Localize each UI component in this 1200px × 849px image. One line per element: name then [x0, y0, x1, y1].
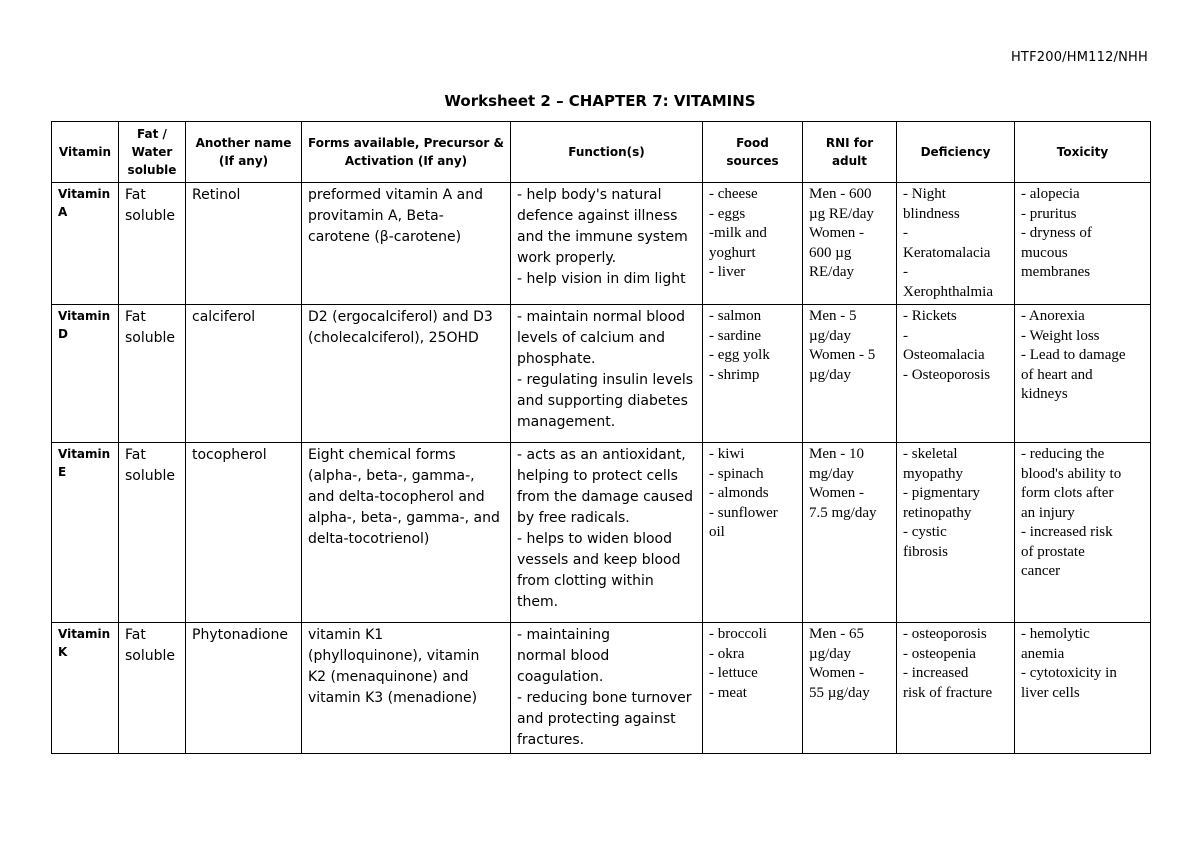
column-header-rni	[803, 122, 897, 183]
cell-line: Fat /	[137, 127, 167, 141]
vitamin-name-cell	[52, 623, 119, 754]
table-header	[52, 122, 1151, 183]
toxicity-cell	[1015, 623, 1151, 754]
cell-line: fibrosis	[903, 543, 948, 560]
cell-line: - okra	[709, 645, 745, 662]
solubility-cell	[119, 183, 186, 305]
cell-line: tocopherol	[192, 447, 267, 463]
toxicity-cell	[1015, 183, 1151, 305]
cell-line: - cystic	[903, 524, 947, 540]
cell-line: Deficiency	[920, 145, 991, 159]
cell-line: - liver	[709, 264, 746, 280]
cell-line: kidneys	[1021, 386, 1068, 402]
cell-line: carotene (β-carotene)	[308, 229, 462, 245]
cell-line: retinopathy	[903, 504, 972, 521]
cell-line: levels of calcium and	[517, 330, 666, 346]
rni-cell	[803, 623, 897, 754]
cell-line: RNI for	[825, 136, 874, 150]
cell-line: (phylloquinone), vitamin	[308, 648, 480, 664]
cell-line: provitamin A, Beta-	[308, 208, 444, 224]
cell-line: -	[903, 327, 908, 344]
cell-line: - dryness of	[1021, 225, 1092, 241]
cell-line: oil	[709, 524, 725, 540]
food-sources-cell	[703, 183, 803, 305]
cell-line: -	[903, 225, 908, 241]
cell-line: - helps to widen blood	[517, 531, 672, 547]
cell-line: membranes	[1021, 264, 1091, 280]
cell-line: Toxicity	[1056, 145, 1109, 159]
deficiency-cell	[897, 623, 1015, 754]
vitamins-table	[51, 121, 1151, 754]
cell-line: from clotting within	[517, 573, 654, 589]
food-sources-cell	[703, 305, 803, 443]
cell-line: Women - 5	[809, 347, 876, 363]
table-row	[52, 305, 1151, 443]
cell-line: - reducing bone turnover	[517, 690, 692, 706]
cell-line: (alpha-, beta-, gamma-,	[308, 468, 475, 484]
cell-line: D	[58, 327, 68, 341]
toxicity-cell	[1015, 305, 1151, 443]
cell-line: from the damage caused	[517, 489, 694, 505]
column-header-vitamin	[52, 122, 119, 183]
food-sources-cell	[703, 443, 803, 623]
cell-line: µg/day	[809, 366, 851, 383]
vitamin-name-cell	[52, 305, 119, 443]
rni-cell	[803, 305, 897, 443]
cell-line: Men - 65	[809, 626, 864, 642]
cell-line: µg/day	[809, 645, 851, 662]
cell-line: and protecting against	[517, 711, 676, 727]
cell-line: A	[58, 205, 68, 219]
rni-cell	[803, 443, 897, 623]
cell-line: - almonds	[709, 485, 769, 501]
column-header-food-sources	[703, 122, 803, 183]
cell-line: - sunflower	[709, 504, 778, 521]
cell-line: - sardine	[709, 327, 762, 344]
cell-line: Xerophthalmia	[903, 283, 993, 300]
cell-line: Food	[736, 136, 769, 150]
cell-line: form clots after	[1021, 485, 1114, 501]
cell-line: mucous	[1021, 244, 1068, 261]
cell-line: Keratomalacia	[903, 244, 991, 261]
cell-line: vitamin K3 (menadione)	[308, 690, 478, 706]
cell-line: blindness	[903, 205, 960, 222]
cell-line: alpha-, beta-, gamma-, and	[308, 510, 500, 526]
cell-line: -	[903, 264, 908, 280]
cell-line: Eight chemical forms	[308, 447, 456, 463]
cell-line: Vitamin	[58, 145, 112, 159]
cell-line: adult	[831, 154, 868, 168]
cell-line: - spinach	[709, 465, 764, 482]
cell-line: - Night	[903, 186, 946, 202]
cell-line: - osteopenia	[903, 645, 976, 662]
cell-line: D2 (ergocalciferol) and D3	[308, 309, 493, 325]
cell-line: - maintaining	[517, 627, 610, 643]
cell-line: - reducing the	[1021, 446, 1105, 462]
forms-cell	[302, 183, 511, 305]
cell-line: Fat	[125, 627, 146, 643]
cell-line: - alopecia	[1021, 186, 1080, 202]
cell-line: and delta-tocopherol and	[308, 489, 485, 505]
table-row	[52, 443, 1151, 623]
cell-line: blood's ability to	[1021, 465, 1122, 482]
cell-line: - help body's natural	[517, 187, 662, 203]
cell-line: management.	[517, 414, 616, 430]
cell-line: Retinol	[192, 187, 241, 203]
solubility-cell	[119, 443, 186, 623]
header-row	[52, 122, 1151, 183]
cell-line: - osteoporosis	[903, 626, 987, 642]
forms-cell	[302, 443, 511, 623]
cell-line: - maintain normal blood	[517, 309, 686, 325]
cell-line: - broccoli	[709, 626, 767, 642]
cell-line: K2 (menaquinone) and	[308, 669, 469, 685]
cell-line: - lettuce	[709, 665, 758, 681]
cell-line: sources	[726, 154, 779, 168]
page-title: Worksheet 2 – CHAPTER 7: VITAMINS	[444, 92, 756, 110]
cell-line: Another name	[195, 136, 292, 150]
cell-line: - Rickets	[903, 308, 957, 324]
cell-line: Women -	[809, 485, 865, 501]
cell-line: Vitamin	[58, 309, 111, 323]
cell-line: anemia	[1021, 645, 1065, 662]
cell-line: soluble	[127, 163, 177, 177]
cell-line: soluble	[125, 648, 176, 664]
cell-line: calciferol	[192, 309, 256, 325]
another-name-cell	[186, 623, 302, 754]
table-body	[52, 183, 1151, 754]
cell-line: (cholecalciferol), 25OHD	[308, 330, 479, 346]
forms-cell	[302, 305, 511, 443]
cell-line: mg/day	[809, 465, 854, 482]
cell-line: of prostate	[1021, 543, 1085, 560]
cell-line: - pruritus	[1021, 205, 1077, 222]
column-header-forms	[302, 122, 511, 183]
cell-line: preformed vitamin A and	[308, 187, 483, 203]
cell-line: Fat	[125, 447, 146, 463]
cell-line: Men - 5	[809, 308, 857, 324]
cell-line: - skeletal	[903, 446, 958, 462]
cell-line: - Anorexia	[1021, 308, 1085, 324]
functions-cell	[511, 623, 703, 754]
cell-line: - hemolytic	[1021, 626, 1090, 642]
cell-line: vitamin K1	[308, 627, 384, 643]
cell-line: soluble	[125, 208, 176, 224]
cell-line: - increased	[903, 665, 969, 681]
cell-line: 55 µg/day	[809, 684, 870, 701]
column-header-solubility	[119, 122, 186, 183]
cell-line: - pigmentary	[903, 485, 981, 501]
cell-line: - cheese	[709, 186, 758, 202]
cell-line: -milk and	[709, 225, 767, 241]
cell-line: - kiwi	[709, 446, 745, 462]
another-name-cell	[186, 305, 302, 443]
cell-line: coagulation.	[517, 669, 604, 685]
cell-line: RE/day	[809, 264, 854, 280]
cell-line: - Osteoporosis	[903, 366, 991, 383]
functions-cell	[511, 305, 703, 443]
cell-line: and supporting diabetes	[517, 393, 688, 409]
cell-line: - shrimp	[709, 366, 760, 383]
cell-line: - cytotoxicity in	[1021, 665, 1117, 681]
cell-line: µg/day	[809, 327, 851, 344]
cell-line: myopathy	[903, 465, 963, 482]
column-header-functions	[511, 122, 703, 183]
cell-line: 7.5 mg/day	[809, 504, 877, 521]
cell-line: delta-tocotrienol)	[308, 531, 430, 547]
cell-line: by free radicals.	[517, 510, 630, 526]
cell-line: soluble	[125, 468, 176, 484]
cell-line: µg RE/day	[809, 205, 874, 222]
table-row	[52, 623, 1151, 754]
forms-cell	[302, 623, 511, 754]
solubility-cell	[119, 623, 186, 754]
vitamin-name-cell	[52, 183, 119, 305]
cell-line: work properly.	[517, 250, 617, 266]
cell-line: - egg yolk	[709, 347, 770, 363]
cell-line: risk of fracture	[903, 684, 993, 701]
cell-line: Function(s)	[568, 145, 645, 159]
cell-line: an injury	[1021, 504, 1075, 521]
cell-line: Vitamin	[58, 187, 111, 201]
cell-line: Men - 600	[809, 186, 872, 202]
cell-line: (If any)	[218, 154, 269, 168]
cell-line: - meat	[709, 684, 747, 701]
cell-line: - salmon	[709, 308, 762, 324]
column-header-another-name	[186, 122, 302, 183]
column-header-deficiency	[897, 122, 1015, 183]
cell-line: Osteomalacia	[903, 347, 985, 363]
cell-line: E	[58, 465, 67, 479]
document-code: HTF200/HM112/NHH	[1010, 50, 1148, 65]
cell-line: cancer	[1021, 563, 1061, 579]
cell-line: - eggs	[709, 205, 746, 222]
cell-line: liver cells	[1021, 684, 1080, 701]
cell-line: yoghurt	[709, 244, 756, 261]
vitamin-name-cell	[52, 443, 119, 623]
functions-cell	[511, 443, 703, 623]
cell-line: Forms available, Precursor &	[308, 136, 504, 150]
cell-line: vessels and keep blood	[517, 552, 681, 568]
cell-line: Men - 10	[809, 446, 864, 462]
cell-line: - regulating insulin levels	[517, 372, 693, 388]
cell-line: Fat	[125, 187, 146, 203]
cell-line: 600 µg	[809, 244, 852, 261]
cell-line: defence against illness	[517, 208, 678, 224]
cell-line: of heart and	[1021, 366, 1093, 383]
cell-line: Activation (If any)	[344, 154, 468, 168]
cell-line: - Lead to damage	[1021, 347, 1126, 363]
cell-line: fractures.	[517, 732, 585, 748]
cell-line: Phytonadione	[192, 627, 288, 643]
cell-line: them.	[517, 594, 559, 610]
cell-line: Water	[131, 145, 173, 159]
food-sources-cell	[703, 623, 803, 754]
cell-line: Women -	[809, 225, 865, 241]
cell-line: K	[58, 645, 68, 659]
cell-line: - help vision in dim light	[517, 271, 686, 287]
cell-line: and the immune system	[517, 229, 688, 245]
deficiency-cell	[897, 443, 1015, 623]
functions-cell	[511, 183, 703, 305]
column-header-toxicity	[1015, 122, 1151, 183]
cell-line: soluble	[125, 330, 176, 346]
deficiency-cell	[897, 183, 1015, 305]
cell-line: normal blood	[517, 648, 610, 664]
rni-cell	[803, 183, 897, 305]
solubility-cell	[119, 305, 186, 443]
cell-line: Vitamin	[58, 447, 111, 461]
cell-line: Fat	[125, 309, 146, 325]
another-name-cell	[186, 183, 302, 305]
table-row	[52, 183, 1151, 305]
cell-line: - Weight loss	[1021, 327, 1100, 344]
toxicity-cell	[1015, 443, 1151, 623]
cell-line: - increased risk	[1021, 524, 1113, 540]
deficiency-cell	[897, 305, 1015, 443]
another-name-cell	[186, 443, 302, 623]
cell-line: - acts as an antioxidant,	[517, 447, 686, 463]
cell-line: helping to protect cells	[517, 468, 678, 484]
cell-line: phosphate.	[517, 351, 596, 367]
cell-line: Women -	[809, 665, 865, 681]
cell-line: Vitamin	[58, 627, 111, 641]
